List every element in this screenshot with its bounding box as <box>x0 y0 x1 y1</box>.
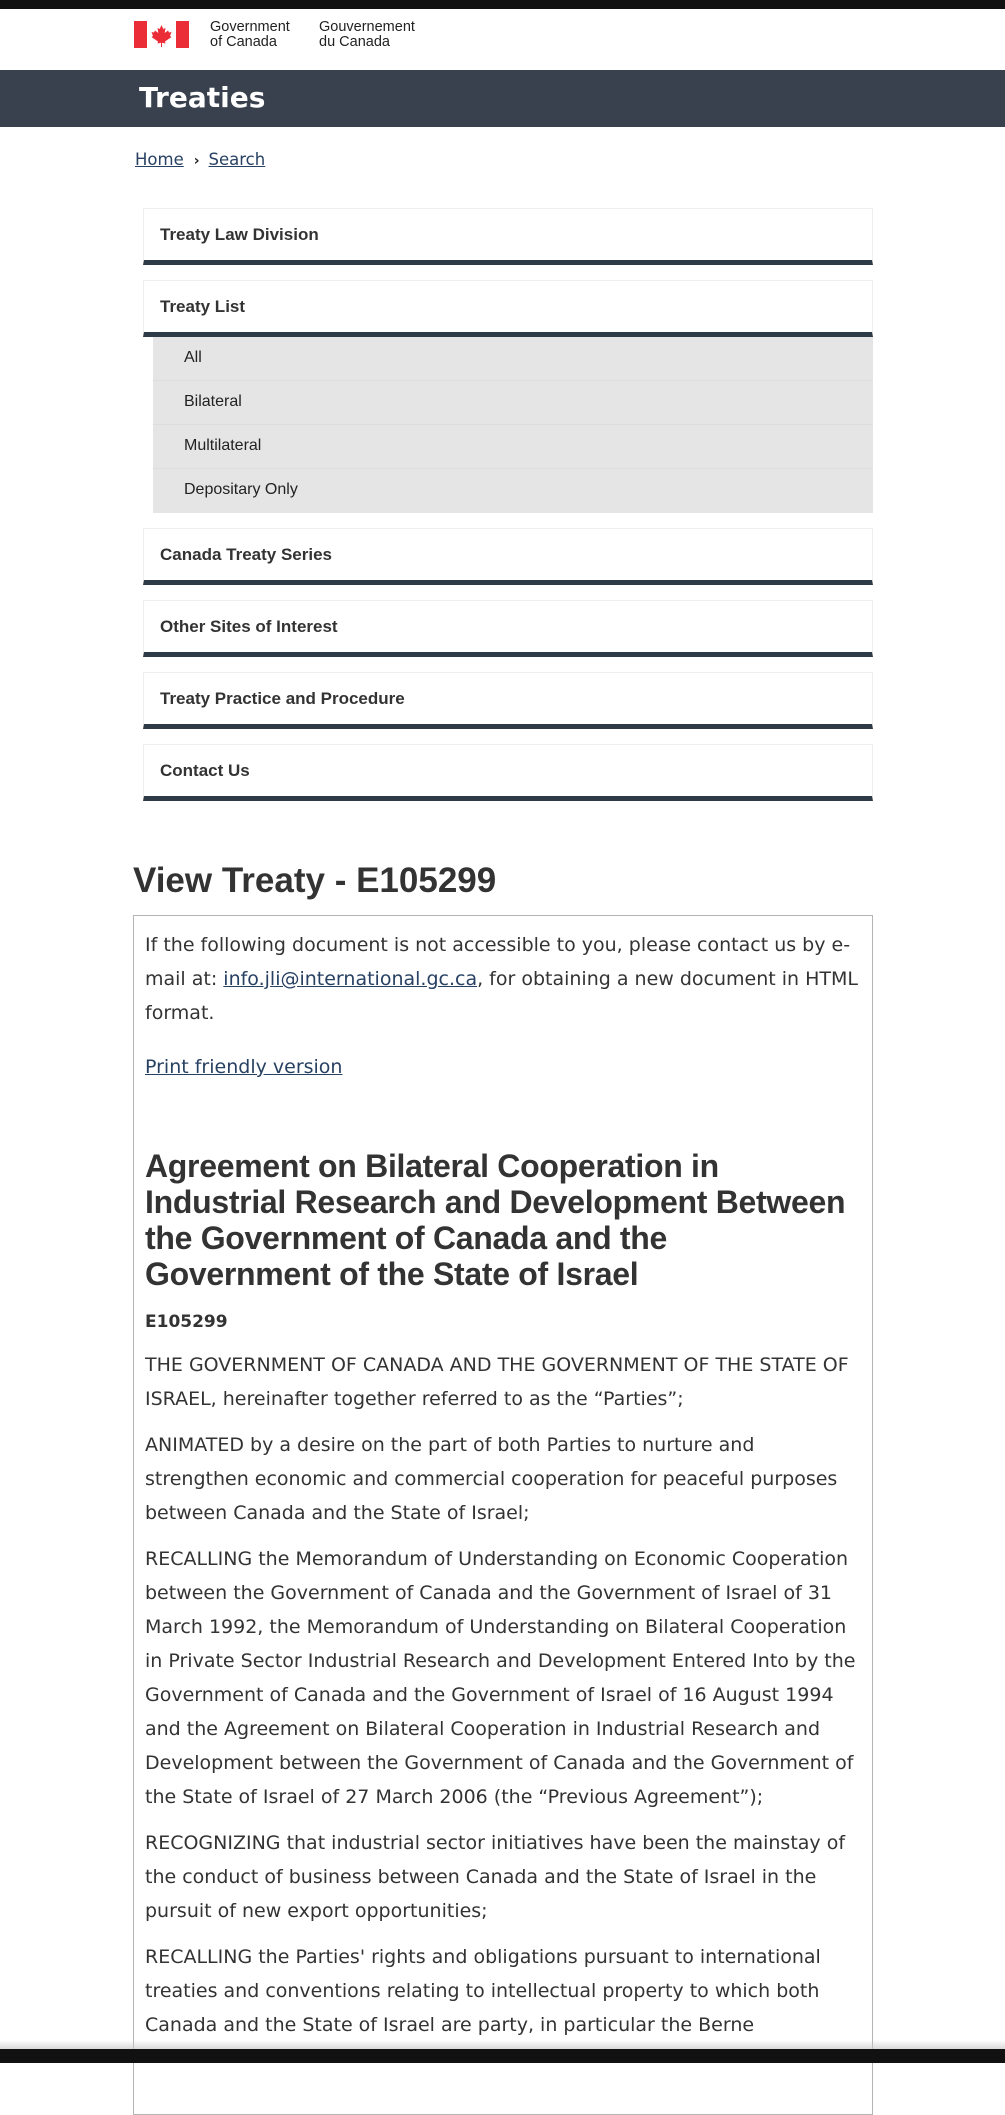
wordmark-fr-line1: Gouvernement <box>319 19 415 35</box>
app-title[interactable]: Treaties <box>139 81 266 114</box>
nav-item-label: Canada Treaty Series <box>160 545 332 564</box>
nav-item-label: Contact Us <box>160 761 250 780</box>
browser-top-bar <box>0 0 1005 9</box>
notice-text-before: If the following document is not accessible to you, please contact us by e-mail at: <box>145 934 851 990</box>
breadcrumb <box>135 150 265 169</box>
nav-item-label: Other Sites of Interest <box>160 617 338 636</box>
government-header <box>0 9 1005 70</box>
submenu-item-label: Depositary Only <box>184 481 298 498</box>
page-title: View Treaty - E105299 <box>133 861 497 900</box>
notice-text-after: , for obtaining a new document in HTML format. <box>145 968 858 1024</box>
treaty-paragraph: RECALLING the Memorandum of Understanding on Economic Cooperation between the Government of Canada and the Government of Israel of 31 March 1992, the Memorandum of Understanding on Bilateral Cooperation in Private Sector Industrial Research and Development Entered Into by the Government of Canada and the Government of Israel of 16 August 1994 and the Agreement on Bilateral Cooperation in Industrial Research and Development between the Government of Canada and the Government of the State of Israel of 27 March 2006 (the “Previous Agreement”); <box>145 1548 856 1808</box>
nav-item-other-sites-of-interest[interactable] <box>143 600 873 657</box>
submenu-item-multilateral[interactable] <box>153 425 873 469</box>
breadcrumb-home[interactable]: Home <box>135 150 184 169</box>
browser-bottom-bar <box>0 2049 1005 2063</box>
nav-item-treaty-practice-and-procedure[interactable] <box>143 672 873 729</box>
accessibility-notice <box>145 928 860 1030</box>
submenu-item-depositary-only[interactable] <box>153 469 873 513</box>
treaty-document-content <box>145 928 860 2054</box>
treaty-id: E105299 <box>145 1312 228 1332</box>
nav-item-label: Treaty List <box>160 297 246 316</box>
side-navigation <box>143 208 873 816</box>
wordmark-en-line1: Government <box>210 19 290 35</box>
canada-flag-icon <box>134 21 189 48</box>
gouvernement-du-canada-wordmark <box>319 20 415 50</box>
treaty-paragraph: THE GOVERNMENT OF CANADA AND THE GOVERNMENT OF THE STATE OF ISRAEL, hereinafter together referred to as the “Parties”; <box>145 1354 849 1410</box>
submenu-item-label: All <box>184 349 202 366</box>
breadcrumb-search[interactable]: Search <box>208 150 266 169</box>
contact-email-link[interactable]: info.jli@international.gc.ca <box>223 968 478 990</box>
government-of-canada-wordmark <box>210 20 290 50</box>
treaty-title: Agreement on Bilateral Cooperation in Industrial Research and Development Between the Government of Canada and the Government of the State of Israel <box>145 1148 846 1292</box>
submenu-item-label: Multilateral <box>184 437 262 454</box>
chevron-right-icon: › <box>193 153 200 169</box>
print-friendly-link[interactable]: Print friendly version <box>145 1056 343 1078</box>
nav-item-canada-treaty-series[interactable] <box>143 528 873 585</box>
app-title-bar <box>0 70 1005 127</box>
wordmark-fr-line2: du Canada <box>319 34 390 50</box>
treaty-paragraph: ANIMATED by a desire on the part of both Parties to nurture and strengthen economic and commercial cooperation for peaceful purposes between Canada and the State of Israel; <box>145 1434 838 1524</box>
treaty-paragraph: RECALLING the Parties' rights and obligations pursuant to international treaties and conventions relating to intellectual property to which both Canada and the State of Israel are party, in particular the Berne <box>145 1946 821 2036</box>
nav-item-contact-us[interactable] <box>143 744 873 801</box>
nav-item-treaty-law-division[interactable] <box>143 208 873 265</box>
nav-item-label: Treaty Practice and Procedure <box>160 689 405 708</box>
treaty-list-submenu <box>153 337 873 513</box>
nav-item-treaty-list[interactable] <box>143 280 873 337</box>
bottom-fade <box>0 2040 1005 2049</box>
submenu-item-label: Bilateral <box>184 393 242 410</box>
treaty-document-panel <box>133 915 873 2115</box>
submenu-item-bilateral[interactable] <box>153 381 873 425</box>
treaty-paragraph: RECOGNIZING that industrial sector initiatives have been the mainstay of the conduct of business between Canada and the State of Israel in the pursuit of new export opportunities; <box>145 1832 846 1922</box>
nav-item-label: Treaty Law Division <box>160 225 319 244</box>
submenu-item-all[interactable] <box>153 337 873 381</box>
print-link-paragraph <box>145 1050 860 1084</box>
wordmark-en-line2: of Canada <box>210 34 277 50</box>
